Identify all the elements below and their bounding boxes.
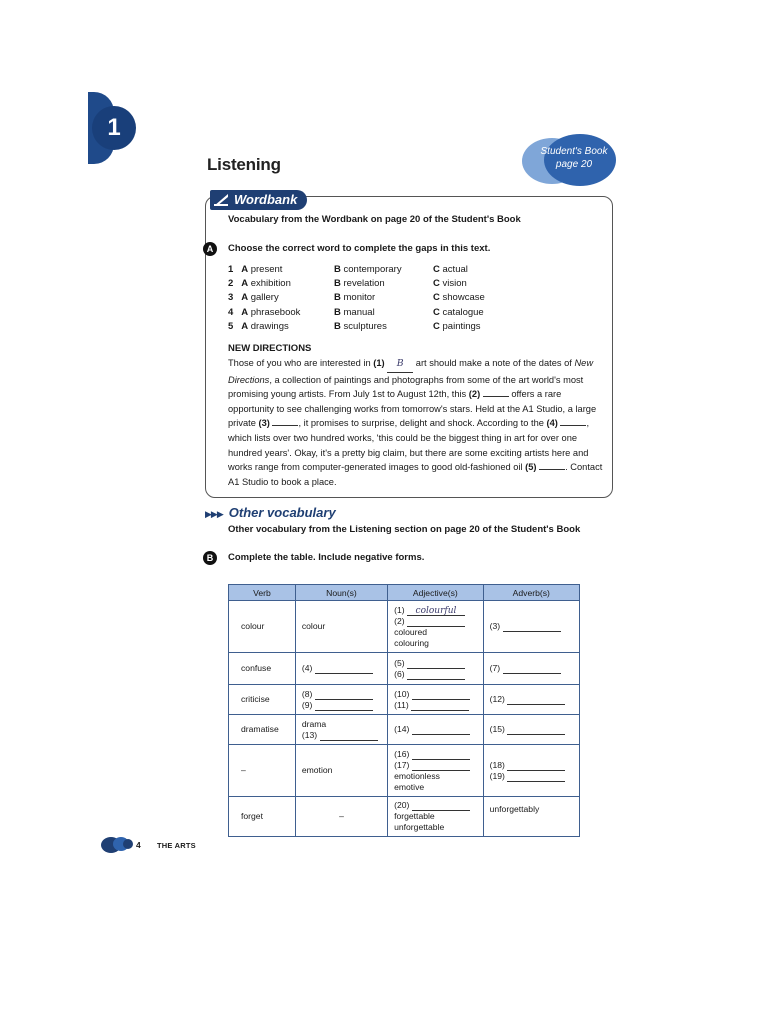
option-b-cell: B contemporary xyxy=(334,264,402,275)
option-num: 2 xyxy=(228,278,234,289)
gap-number: (5) xyxy=(525,462,537,473)
cell-verb: dramatise xyxy=(229,715,296,745)
section-b-instruction: Complete the table. Include negative forms. xyxy=(228,552,425,563)
option-c-cell: C vision xyxy=(433,278,467,289)
table-row xyxy=(229,715,580,745)
cell-noun xyxy=(295,715,387,745)
cell-adjectives xyxy=(388,601,484,653)
gap-blank[interactable] xyxy=(412,690,470,700)
header-nouns: Noun(s) xyxy=(295,585,387,601)
gap-number: (2) xyxy=(468,389,481,400)
gap-number: (10) xyxy=(394,688,410,699)
option-c: paintings xyxy=(442,321,481,332)
option-a: gallery xyxy=(250,292,279,303)
option-c-cell: C catalogue xyxy=(433,307,484,318)
cell-adverbs: unforgettably xyxy=(483,797,579,837)
noun-word: drama xyxy=(301,718,327,729)
option-row: 5 A drawings xyxy=(228,321,289,332)
cell-adjectives xyxy=(388,745,484,797)
option-c-cell: C showcase xyxy=(433,292,485,303)
gap-number: (1) xyxy=(394,604,405,615)
triple-arrow-icon: ▶▶▶ xyxy=(205,509,223,519)
table-header-row xyxy=(229,585,580,601)
page-title: Listening xyxy=(207,155,281,174)
left-margin xyxy=(0,0,88,1024)
passage-seg: offers a rare opportunity to see challenging works from tomorrow's stars. Held at the A1 Studio, a large private xyxy=(228,389,597,429)
table-row xyxy=(229,745,580,797)
gap-number: (4) xyxy=(546,418,558,429)
option-a: exhibition xyxy=(250,278,291,289)
option-c: vision xyxy=(442,278,467,289)
cell-verb: confuse xyxy=(229,653,296,685)
pencil-icon xyxy=(214,194,228,206)
option-b: monitor xyxy=(343,292,376,303)
gap-blank[interactable] xyxy=(272,425,298,426)
cell-adjectives xyxy=(388,715,484,745)
cell-verb: criticise xyxy=(229,685,296,715)
gap-blank[interactable] xyxy=(407,659,465,669)
wordbank-header xyxy=(210,190,307,210)
gap-blank[interactable] xyxy=(507,772,565,782)
footer-section: THE ARTS xyxy=(157,841,196,850)
cell-adverbs xyxy=(483,685,579,715)
gap-blank[interactable] xyxy=(412,725,470,735)
gap-blank[interactable] xyxy=(411,701,469,711)
header-adjectives: Adjective(s) xyxy=(388,585,484,601)
gap-number: (12) xyxy=(489,694,505,704)
badge-line-1: Student's Book xyxy=(540,146,608,157)
option-b: sculptures xyxy=(343,321,387,332)
gap-blank[interactable] xyxy=(412,750,470,760)
gap-blank[interactable] xyxy=(412,761,470,771)
option-row: 2 A exhibition xyxy=(228,278,291,289)
section-b-label: B xyxy=(203,551,217,565)
option-b: contemporary xyxy=(343,264,402,275)
gap-answer[interactable]: B xyxy=(387,357,413,373)
table-row xyxy=(229,653,580,685)
gap-blank[interactable] xyxy=(315,690,373,700)
gap-number: (11) xyxy=(394,699,409,710)
option-row: 3 A gallery xyxy=(228,292,279,303)
cell-adverbs xyxy=(483,601,579,653)
gap-number: (2) xyxy=(394,615,405,626)
adjective-word: forgettable xyxy=(394,811,435,821)
cell-adverbs xyxy=(483,715,579,745)
gap-number: (14) xyxy=(394,724,410,734)
gap-number: (3) xyxy=(258,418,270,429)
option-num: 5 xyxy=(228,321,234,332)
cell-adjectives xyxy=(388,685,484,715)
option-num: 3 xyxy=(228,292,234,303)
badge-line-2: page 20 xyxy=(555,159,593,170)
cell-adverbs xyxy=(483,745,579,797)
vocab-table xyxy=(228,584,580,837)
wordbank-title: Wordbank xyxy=(234,192,298,207)
gap-number: (9) xyxy=(301,699,313,710)
passage-seg: , which lists over two hundred works, 'this could be the biggest thing in art for over one hundred years'. Okay, it's a pretty big claim, but there are some exciting artists here and works range from computer-generated images to good old-fashioned oil xyxy=(228,418,590,473)
cell-verb: – xyxy=(229,745,296,797)
passage-seg: Those of you who are interested in xyxy=(228,358,374,368)
gap-blank[interactable] xyxy=(315,701,373,711)
option-b-cell: B sculptures xyxy=(334,321,387,332)
cell-adjectives xyxy=(388,653,484,685)
other-vocab-title-text: Other vocabulary xyxy=(228,505,336,520)
option-c: showcase xyxy=(442,292,485,303)
option-a: phrasebook xyxy=(250,307,301,318)
passage-seg: . Contact A1 Studio to book a place. xyxy=(228,462,603,487)
option-b: manual xyxy=(343,307,375,318)
option-row: 1 A present xyxy=(228,264,283,275)
section-a-instruction: Choose the correct word to complete the gaps in this text. xyxy=(228,243,491,254)
table-row xyxy=(229,601,580,653)
gap-blank[interactable] xyxy=(560,425,586,426)
header-verb: Verb xyxy=(229,585,296,601)
other-vocab-subtitle: Other vocabulary from the Listening section on page 20 of the Student's Book xyxy=(228,524,581,535)
passage-seg: , it promises to surprise, delight and shock. According to the xyxy=(298,418,547,429)
gap-blank[interactable] xyxy=(412,801,470,811)
cell-noun: – xyxy=(295,797,387,837)
gap-blank[interactable] xyxy=(507,761,565,771)
option-c-cell: C paintings xyxy=(433,321,481,332)
gap-blank[interactable] xyxy=(320,731,378,741)
cell-noun: emotion xyxy=(295,745,387,797)
option-num: 1 xyxy=(228,264,234,275)
table-row xyxy=(229,797,580,837)
gap-blank[interactable] xyxy=(407,617,465,627)
gap-blank[interactable] xyxy=(507,725,565,735)
section-a-label: A xyxy=(203,242,217,256)
adjective-word: coloured xyxy=(394,626,428,637)
option-row: 4 A phrasebook xyxy=(228,307,301,318)
gap-number: (13) xyxy=(301,729,318,740)
unit-logo-icon xyxy=(100,834,134,854)
gap-number: (1) xyxy=(373,358,385,368)
adjective-word: emotive xyxy=(394,781,425,792)
gap-number: (3) xyxy=(489,621,501,631)
option-c: catalogue xyxy=(442,307,484,318)
gap-blank[interactable] xyxy=(483,396,509,397)
gap-number: (4) xyxy=(301,663,313,673)
table-row xyxy=(229,685,580,715)
option-b-cell: B manual xyxy=(334,307,375,318)
gap-blank[interactable] xyxy=(507,695,565,705)
passage-seg: , a collection of paintings and photographs from some of the art world's most promising young artists. From July 1st to August 12th, this xyxy=(228,374,584,400)
badge-text xyxy=(532,145,616,171)
gap-blank[interactable] xyxy=(315,664,373,674)
adjective-word: colouring xyxy=(394,637,429,648)
gap-number: (7) xyxy=(489,663,501,673)
cell-noun xyxy=(295,685,387,715)
option-b: revelation xyxy=(343,278,385,289)
cell-verb: forget xyxy=(229,797,296,837)
unit-badge: 1 xyxy=(92,106,136,150)
cell-adverbs xyxy=(483,653,579,685)
gap-answer[interactable]: colourful xyxy=(407,606,465,616)
gap-number: (6) xyxy=(394,668,405,679)
option-b-cell: B revelation xyxy=(334,278,385,289)
option-a: present xyxy=(250,264,283,275)
gap-blank[interactable] xyxy=(503,664,561,674)
gap-number: (20) xyxy=(394,800,410,810)
gap-number: (18) xyxy=(489,759,505,770)
option-c-cell: C actual xyxy=(433,264,468,275)
option-a: drawings xyxy=(250,321,289,332)
option-c: actual xyxy=(442,264,468,275)
passage-title: NEW DIRECTIONS xyxy=(228,343,312,354)
cell-verb: colour xyxy=(229,601,296,653)
gap-number: (15) xyxy=(489,724,505,734)
gap-number: (8) xyxy=(301,688,313,699)
other-vocab-title xyxy=(205,505,336,520)
adjective-word: unforgettable xyxy=(394,822,445,832)
gap-blank[interactable] xyxy=(539,469,565,470)
header-adverbs: Adverb(s) xyxy=(483,585,579,601)
option-num: 4 xyxy=(228,307,234,318)
cell-noun xyxy=(295,653,387,685)
passage-seg: art should make a note of the dates of xyxy=(413,358,575,368)
cell-noun: colour xyxy=(295,601,387,653)
passage-text xyxy=(228,356,604,489)
page-number: 4 xyxy=(136,840,141,850)
gap-number: (16) xyxy=(394,748,410,759)
gap-number: (19) xyxy=(489,770,505,781)
adjective-word: emotionless xyxy=(394,770,440,781)
wordbank-subtitle: Vocabulary from the Wordbank on page 20 of the Student's Book xyxy=(228,214,521,225)
gap-number: (5) xyxy=(394,657,405,668)
gap-blank[interactable] xyxy=(407,670,465,680)
event-name: New Directions xyxy=(228,358,594,385)
students-book-badge xyxy=(522,134,616,186)
gap-number: (17) xyxy=(394,759,410,770)
option-b-cell: B monitor xyxy=(334,292,376,303)
cell-adjectives xyxy=(388,797,484,837)
gap-blank[interactable] xyxy=(503,622,561,632)
